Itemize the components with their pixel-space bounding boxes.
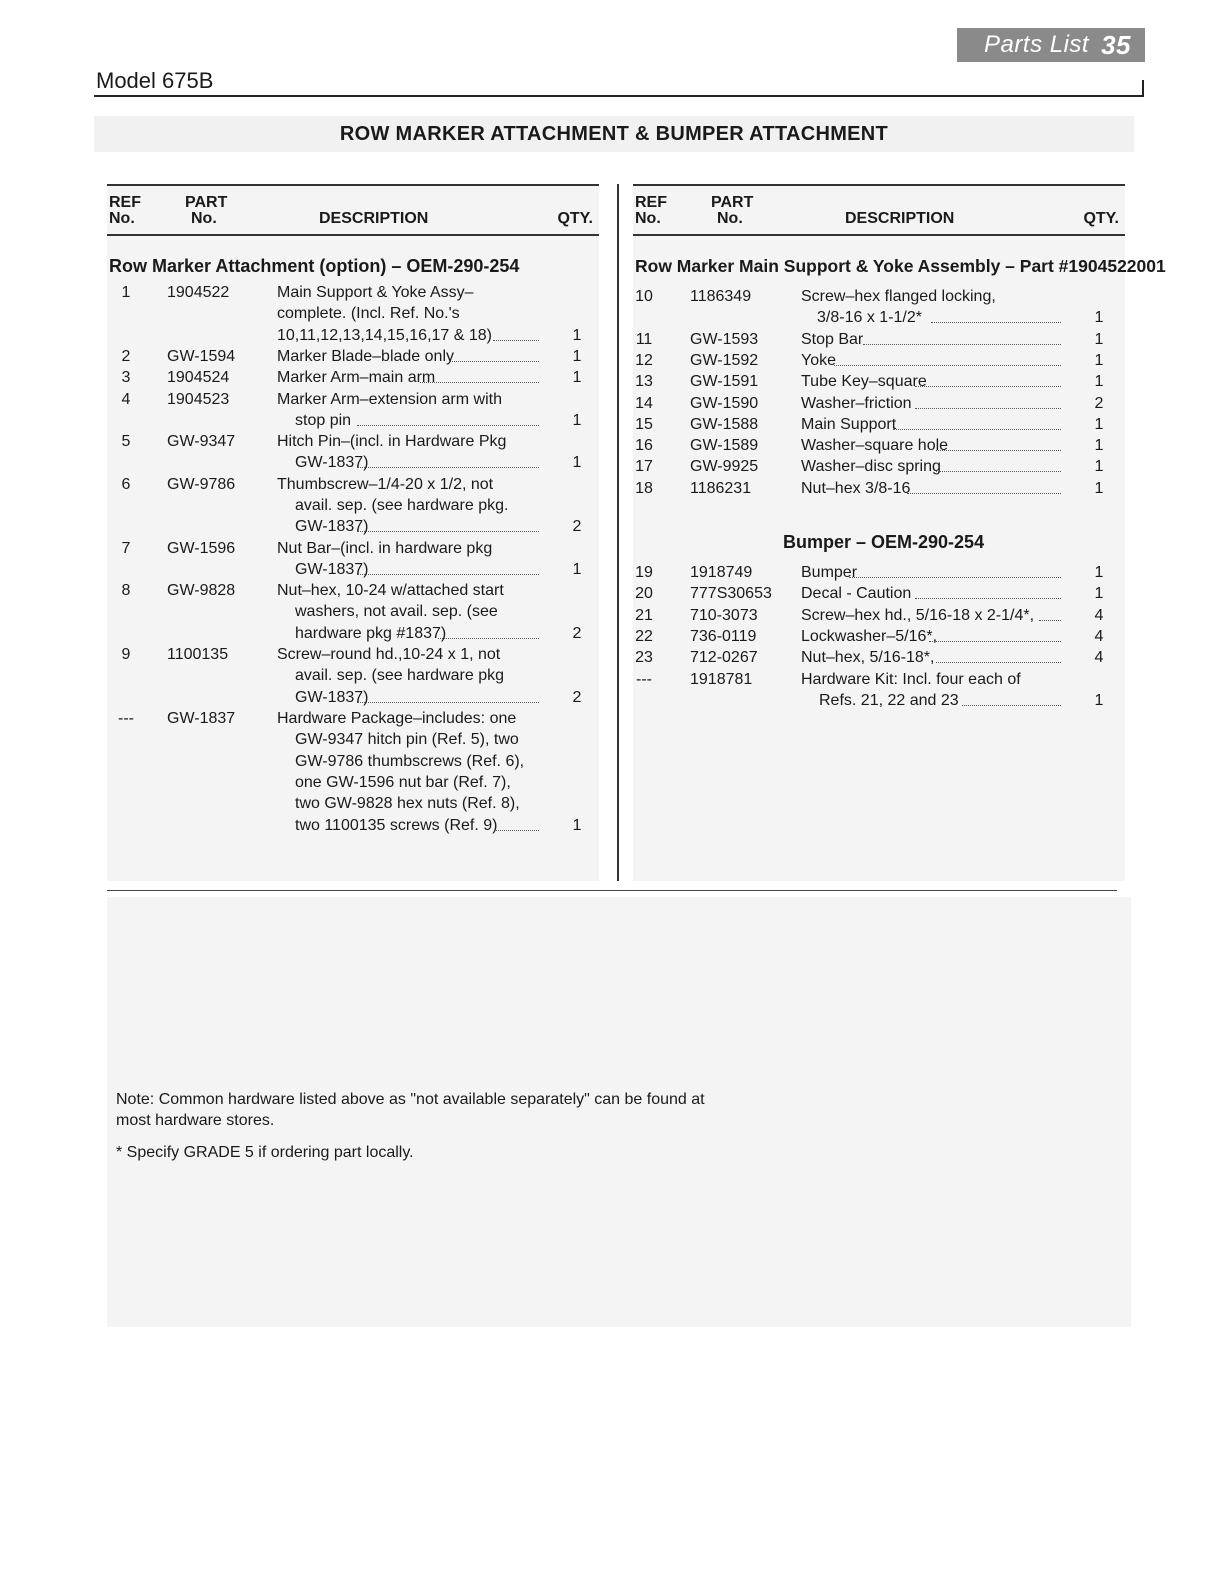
part-number: GW-9828 [167,582,236,600]
description-line: hardware pkg #1837) [295,624,447,642]
dot-leader [936,662,1061,663]
parts-row [633,605,1125,626]
parts-row [107,346,599,367]
ref-number: 1 [121,284,131,301]
parts-row [107,474,599,538]
header-ref-no: No. [635,210,661,227]
quantity: 2 [1094,394,1104,412]
dot-leader [915,386,1062,387]
parts-row [633,286,1125,329]
dot-leader [907,493,1061,494]
header-qty: QTY. [1083,210,1119,227]
part-number: 1918781 [690,670,753,688]
header-part-no: No. [191,210,217,227]
description-line: GW-1837) [295,454,369,472]
description-line: Bumper [801,564,858,581]
description-line: GW-9347 hitch pin (Ref. 5), two [295,731,519,749]
dot-leader [438,638,539,639]
header-ref: REF [635,194,667,211]
ref-number: 13 [635,373,653,391]
column-header [633,184,1125,236]
column-divider [617,184,619,881]
parts-row [107,367,599,388]
right-column [633,184,1166,881]
ref-number: 23 [635,649,653,667]
ref-number: 22 [635,627,653,645]
dot-leader [357,467,539,468]
dot-leader [936,450,1061,451]
description-line: Decal - Caution [801,585,912,603]
description-line: Thumbscrew–1/4-20 x 1/2, not [277,475,494,493]
header-description: DESCRIPTION [319,210,429,227]
description-line: Screw–hex hd., 5/16-18 x 2-1/4*, [801,606,1035,624]
dot-leader [357,574,539,575]
description-line: two 1100135 screws (Ref. 9) [295,816,498,834]
title-band [94,116,1134,152]
part-number: 712-0267 [690,649,758,667]
parts-row [107,431,599,474]
section-title-row-marker: Row Marker Attachment (option) – OEM-290-254 [109,256,520,276]
quantity: 4 [1094,649,1104,667]
description-line: Screw–hex flanged locking, [801,288,996,305]
part-number: GW-1593 [690,330,759,348]
description-line: Main Support [801,415,897,433]
dot-leader [893,429,1061,430]
parts-row [633,414,1125,435]
ref-number: 11 [635,330,653,348]
description-line: Nut–hex 3/8-16 [801,479,911,497]
parts-row [107,644,599,708]
ref-number: 15 [635,415,653,433]
dot-leader [931,322,1062,323]
dot-leader [929,641,1061,642]
page-title: ROW MARKER ATTACHMENT & BUMPER ATTACHMENT [339,122,889,145]
description-line: Hitch Pin–(incl. in Hardware Pkg [277,433,507,451]
description-line: Main Support & Yoke Assy– [277,284,474,301]
ref-number: 10 [635,288,653,305]
parts-row [107,389,599,432]
description-line: Nut Bar–(incl. in hardware pkg [277,539,493,557]
part-number: GW-1589 [690,437,759,455]
description-line: stop pin [295,411,352,429]
ref-number: 4 [121,390,131,408]
description-line: one GW-1596 nut bar (Ref. 7), [295,773,511,791]
quantity: 1 [572,369,582,387]
ref-number: --- [636,670,652,688]
description-line: GW-1837) [295,688,369,706]
parts-row [633,562,1125,583]
dot-leader [493,340,539,341]
quantity: 1 [572,454,582,472]
description-line: avail. sep. (see hardware pkg. [295,496,509,514]
ref-number: 20 [635,585,653,603]
ref-number: 18 [635,479,653,497]
part-number: 1904523 [167,390,230,408]
quantity: 1 [1094,330,1104,348]
ref-number: 6 [121,475,131,493]
part-number: GW-1596 [167,539,236,557]
dot-leader [962,705,1061,706]
description-line: Washer–friction [801,394,912,412]
part-number: GW-1588 [690,415,759,433]
part-number: GW-1590 [690,394,759,412]
header-ref: REF [109,194,141,211]
header-part-no: No. [717,210,743,227]
quantity: 2 [572,624,582,642]
part-number: 1904524 [167,369,230,387]
quantity: 1 [1094,351,1104,369]
dot-leader [357,425,539,426]
dot-leader [915,598,1062,599]
description-line: Hardware Package–includes: one [277,710,517,727]
quantity: 1 [572,326,582,344]
description-line: 3/8-16 x 1-1/2* [817,309,922,327]
description-line: two GW-9828 hex nuts (Ref. 8), [295,795,520,813]
header-qty: QTY. [557,210,593,227]
bottom-rule [107,890,1117,891]
description-line: Lockwasher–5/16*, [801,627,938,645]
part-number: GW-9347 [167,433,236,451]
note-line-3: * Specify GRADE 5 if ordering part locally. [116,1144,414,1161]
part-number: 1904522 [167,284,230,301]
parts-row [633,329,1125,350]
quantity: 1 [1094,373,1104,391]
note-line-2: most hardware stores. [116,1112,275,1129]
model-label: Model 675B [96,68,214,93]
part-number: GW-1592 [690,351,759,369]
ref-number: 5 [121,433,131,451]
description-line: avail. sep. (see hardware pkg [295,667,504,685]
part-number: 1186349 [690,288,752,305]
dot-leader [1039,620,1061,621]
quantity: 4 [1094,606,1104,624]
quantity: 1 [1094,309,1104,327]
dot-leader [357,702,539,703]
parts-row [633,583,1125,604]
header-rule [94,95,1144,97]
dot-leader [496,830,539,831]
quantity: 1 [572,347,582,365]
quantity: 1 [572,411,582,429]
dot-leader [849,577,1061,578]
column-header [107,184,599,236]
ref-number: 12 [635,351,653,369]
part-number: GW-9925 [690,458,759,476]
section-title-bumper: Bumper – OEM-290-254 [783,532,985,552]
dot-leader [863,344,1061,345]
quantity: 1 [1094,415,1104,433]
ref-number: 2 [121,347,131,365]
ref-number: 3 [121,369,131,387]
description-line: 10,11,12,13,14,15,16,17 & 18) [277,326,492,344]
parts-list-badge [957,28,1145,62]
description-line: Nut–hex, 5/16-18*, [801,649,935,667]
parts-row [633,669,1125,712]
header-part: PART [185,194,228,211]
ref-number: 21 [635,606,653,624]
quantity: 1 [1094,564,1104,581]
parts-row [107,282,599,346]
description-line: GW-1837) [295,518,369,536]
dot-leader [449,361,539,362]
quantity: 1 [1094,585,1104,603]
quantity: 2 [572,688,582,706]
part-number: 1918749 [690,564,753,581]
part-number: GW-9786 [167,475,236,493]
dot-leader [915,408,1062,409]
ref-number: 16 [635,437,653,455]
parts-row [107,708,599,836]
parts-row [633,435,1125,456]
parts-row [633,626,1125,647]
description-line: Screw–round hd.,10-24 x 1, not [277,646,501,664]
part-number: 777S30653 [690,585,772,603]
dot-leader [936,471,1061,472]
parts-row [107,580,599,644]
parts-row [633,350,1125,371]
dot-leader [357,531,539,532]
header-part: PART [711,194,754,211]
quantity: 4 [1094,627,1104,645]
note-line-1: Note: Common hardware listed above as "not available separately" can be found at [116,1091,705,1108]
description-line: Marker Arm–extension arm with [277,390,502,408]
header-rule-tick [1142,80,1144,97]
ref-number: --- [118,710,134,727]
part-number: 710-3073 [690,606,758,624]
header-description: DESCRIPTION [845,210,955,227]
parts-row [633,647,1125,668]
parts-row [633,456,1125,477]
quantity: 1 [1094,437,1104,455]
ref-number: 7 [121,539,131,557]
quantity: 1 [572,560,582,578]
ref-number: 17 [635,458,653,476]
description-line: washers, not avail. sep. (see [295,603,498,621]
description-line: GW-1837) [295,560,369,578]
description-line: Refs. 21, 22 and 23 [819,691,959,709]
ref-number: 8 [121,582,131,600]
description-line: GW-9786 thumbscrews (Ref. 6), [295,752,525,770]
quantity: 1 [1094,479,1104,497]
part-number: GW-1837 [167,710,236,727]
description-line: Marker Arm–main arm [277,369,436,387]
description-line: Hardware Kit: Incl. four each of [801,670,1021,688]
parts-row [633,478,1125,499]
quantity: 2 [572,518,582,536]
part-number: GW-1594 [167,347,236,365]
part-number: GW-1591 [690,373,759,391]
section-title-main-support: Row Marker Main Support & Yoke Assembly – Part #1904522001 [635,256,1166,276]
quantity: 1 [1094,691,1104,709]
description-line: Yoke [801,351,836,369]
quantity: 1 [1094,458,1104,476]
parts-row [633,393,1125,414]
description-line: Marker Blade–blade only [277,347,454,365]
header-ref-no: No. [109,210,135,227]
description-line: Nut–hex, 10-24 w/attached start [277,582,504,600]
dot-leader [420,382,539,383]
left-column [107,184,599,881]
parts-row [633,371,1125,392]
ref-number: 19 [635,564,653,581]
description-line: Stop Bar [801,330,864,348]
part-number: 736-0119 [690,627,757,645]
parts-row [107,538,599,581]
part-number: 1186231 [690,479,752,497]
description-line: complete. (Incl. Ref. No.'s [277,305,460,323]
ref-number: 9 [121,646,131,664]
description-line: Tube Key–square [801,373,927,391]
badge-label: Parts List [984,31,1090,58]
ref-number: 14 [635,394,653,412]
description-line: Washer–disc spring [801,458,941,476]
dot-leader [834,365,1061,366]
page-number: 35 [1101,29,1131,60]
quantity: 1 [572,816,582,834]
description-line: Washer–square hole [801,437,949,455]
part-number: 1100135 [167,646,229,664]
